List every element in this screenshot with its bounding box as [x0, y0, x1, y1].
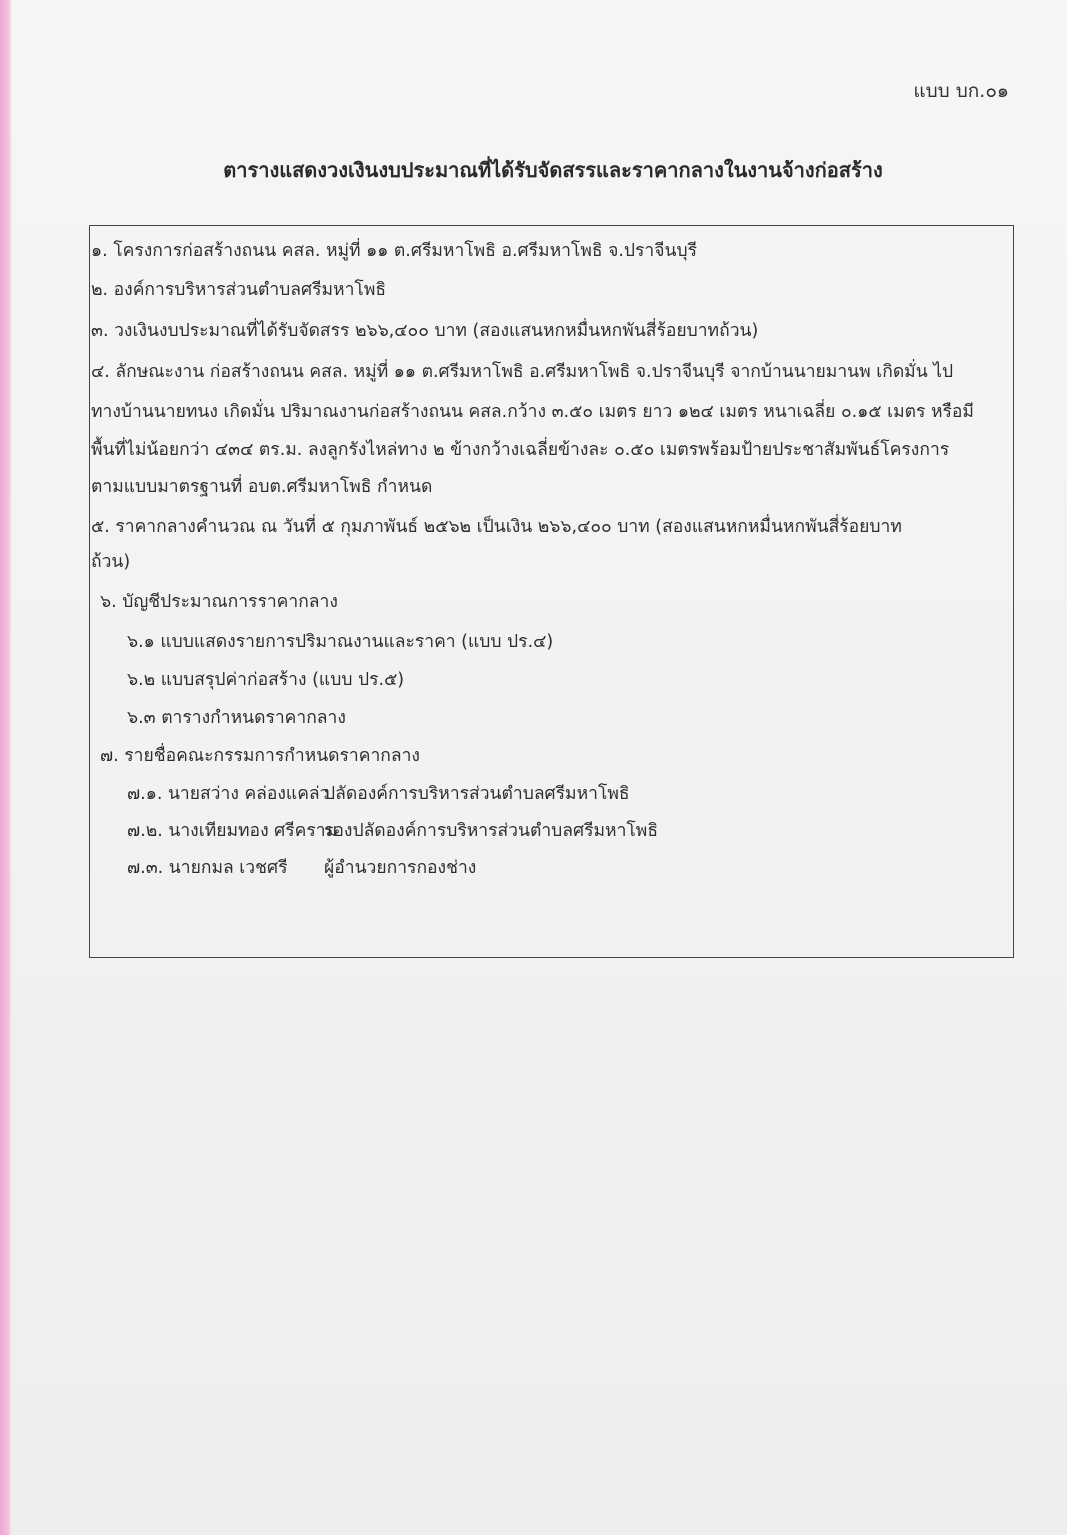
- item-project: ๑. โครงการก่อสร้างถนน คสล. หมู่ที่ ๑๑ ต.ศรีมหาโพธิ อ.ศรีมหาโพธิ จ.ปราจีนบุรี: [91, 241, 697, 261]
- committee-member-name: ๗.๑. นายสว่าง คล่องแคล่ว: [127, 784, 330, 804]
- item-committee-heading: ๗. รายชื่อคณะกรรมการกำหนดราคากลาง: [100, 746, 420, 766]
- item-median-price-line-2: ถ้วน): [91, 552, 131, 572]
- item-work-line-3: พื้นที่ไม่น้อยกว่า ๔๓๔ ตร.ม. ลงลูกรังไหล่ทาง ๒ ข้างกว้างเฉลี่ยข้างละ ๐.๕๐ เมตรพร้อมป้ายประชาสัมพันธ์โครงการ: [91, 440, 950, 460]
- item-median-price-line-1: ๕. ราคากลางคำนวณ ณ วันที่ ๕ กุมภาพันธ์ ๒๕๖๒ เป็นเงิน ๒๖๖,๔๐๐ บาท (สองแสนหกหมื่นหกพันสี่ร้อยบาท: [91, 517, 902, 537]
- item-work-line-2: ทางบ้านนายทนง เกิดมั่น ปริมาณงานก่อสร้างถนน คสล.กว้าง ๓.๕๐ เมตร ยาว ๑๒๔ เมตร หนาเฉลี่ย ๐.๑๕ เมตร หรือมี: [91, 402, 974, 422]
- committee-member-name: ๗.๓. นายกมล เวชศรี: [127, 858, 288, 878]
- committee-member: [127, 779, 630, 807]
- item-work-line-4: ตามแบบมาตรฐานที่ อบต.ศรีมหาโพธิ กำหนด: [91, 477, 433, 497]
- price-bill-sub-item: ๖.๒ แบบสรุปค่าก่อสร้าง (แบบ ปร.๕): [127, 670, 405, 690]
- committee-member-position: รองปลัดองค์การบริหารส่วนตำบลศรีมหาโพธิ: [324, 821, 659, 841]
- committee-member: [127, 816, 658, 844]
- item-agency: ๒. องค์การบริหารส่วนตำบลศรีมหาโพธิ: [91, 280, 387, 300]
- committee-member: [127, 853, 476, 881]
- item-work-line-1: ๔. ลักษณะงาน ก่อสร้างถนน คสล. หมู่ที่ ๑๑ ต.ศรีมหาโพธิ อ.ศรีมหาโพธิ จ.ปราจีนบุรี จากบ้านนายมานพ เกิดมั่น ไป: [91, 362, 954, 382]
- item-budget: ๓. วงเงินงบประมาณที่ได้รับจัดสรร ๒๖๖,๔๐๐ บาท (สองแสนหกหมื่นหกพันสี่ร้อยบาทถ้วน): [91, 321, 759, 341]
- committee-member-position: ผู้อำนวยการกองช่าง: [324, 858, 477, 878]
- committee-member-position: ปลัดองค์การบริหารส่วนตำบลศรีมหาโพธิ: [324, 784, 630, 804]
- paper-edge: [0, 0, 12, 1535]
- price-bill-sub-item: ๖.๓ ตารางกำหนดราคากลาง: [127, 708, 346, 728]
- form-code: แบบ บก.๐๑: [913, 80, 1009, 102]
- document-title: ตารางแสดงวงเงินงบประมาณที่ได้รับจัดสรรและราคากลางในงานจ้างก่อสร้าง: [223, 158, 883, 182]
- committee-member-name: ๗.๒. นางเทียมทอง ศรีคราม: [127, 821, 338, 841]
- content-box: [89, 225, 1014, 958]
- price-bill-sub-item: ๖.๑ แบบแสดงรายการปริมาณงานและราคา (แบบ ปร.๔): [127, 632, 554, 652]
- item-price-bill-heading: ๖. บัญชีประมาณการราคากลาง: [100, 592, 338, 612]
